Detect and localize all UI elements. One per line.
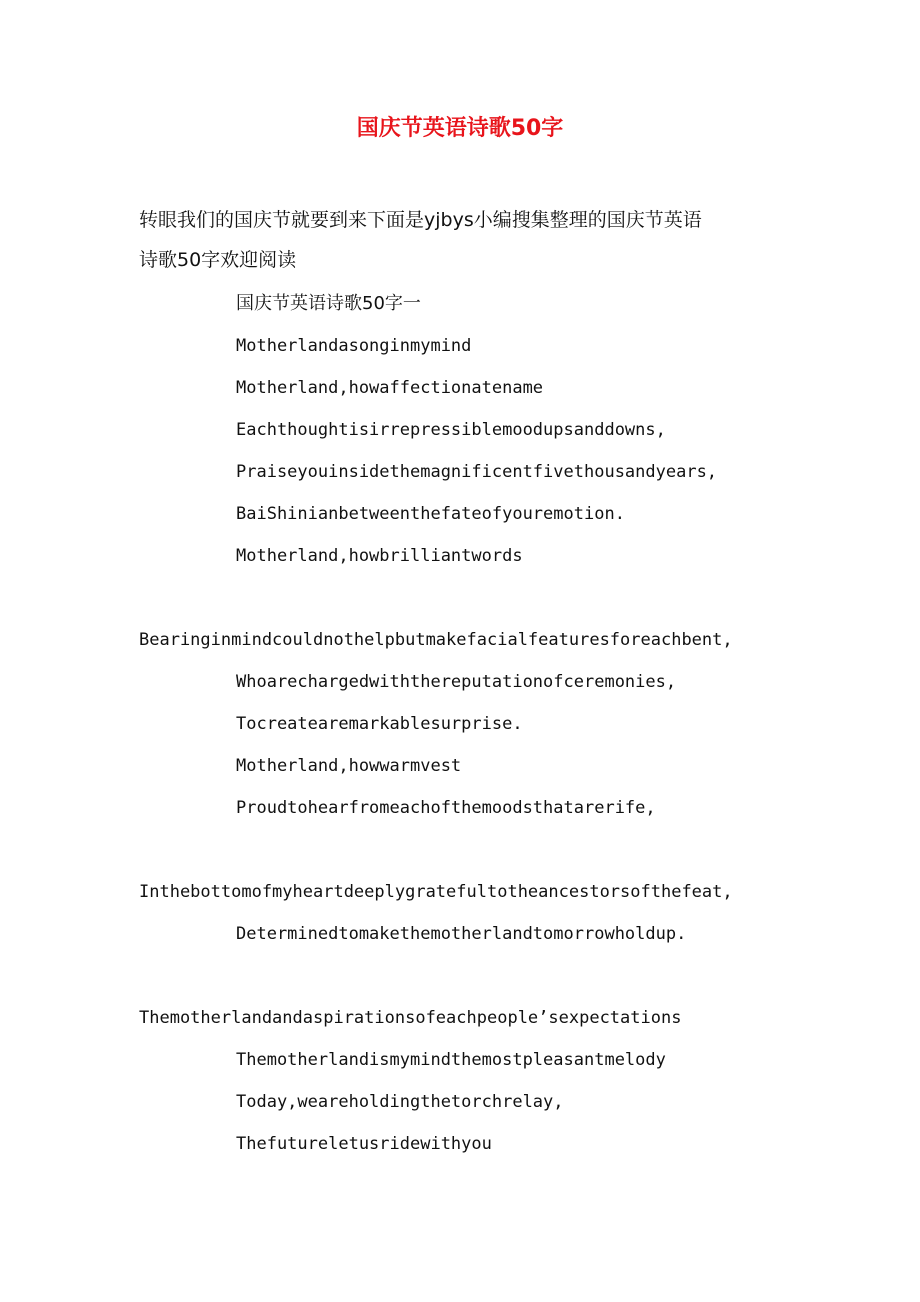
document-title: 国庆节英语诗歌50字 [356, 116, 564, 141]
blank-line [0, 829, 920, 871]
poem-line: Motherland,howwarmvest [236, 756, 462, 776]
poem-line: Eachthoughtisirrepressiblemoodupsanddowns, [236, 420, 666, 440]
poem-heading: 国庆节英语诗歌50字一 [236, 293, 421, 314]
poem-line: Thefutureletusridewithyou [236, 1134, 492, 1154]
poem-line: Inthebottomofmyheartdeeplygratefultotheancestorsofthefeat, [139, 882, 733, 902]
poem-line: Whoarechargedwiththereputationofceremonies, [236, 672, 677, 692]
poem-line: Motherland,howbrilliantwords [236, 546, 523, 566]
poem-line: Bearinginmindcouldnothelpbutmakefacialfeaturesforeachbent, [139, 630, 733, 650]
poem-line: Themotherlandismymindthemostpleasantmelody [236, 1050, 666, 1070]
blank-line [0, 955, 920, 997]
poem-line: Tocreatearemarkablesurprise. [236, 714, 523, 734]
poem-line: Today,weareholdingthetorchrelay, [236, 1092, 564, 1112]
intro-line: 诗歌50字欢迎阅读 [139, 249, 297, 271]
poem-line: Themotherlandandaspirationsofeachpeople’sexpectations [139, 1008, 682, 1028]
blank-line [0, 577, 920, 619]
poem-body [0, 283, 920, 1165]
poem-line: BaiShinianbetweenthefateofyouremotion. [236, 504, 625, 524]
poem-line: Motherland,howaffectionatename [236, 378, 544, 398]
poem-line: Motherlandasonginmymind [236, 336, 472, 356]
poem-line: Proudtohearfromeachofthemoodsthatarerife, [236, 798, 656, 818]
poem-line: Praiseyouinsidethemagnificentfivethousandyears, [236, 462, 718, 482]
intro-line: 转眼我们的国庆节就要到来下面是yjbys小编搜集整理的国庆节英语 [139, 209, 702, 231]
poem-line: Determinedtomakethemotherlandtomorrowholdup. [236, 924, 687, 944]
intro-paragraph [139, 200, 799, 280]
